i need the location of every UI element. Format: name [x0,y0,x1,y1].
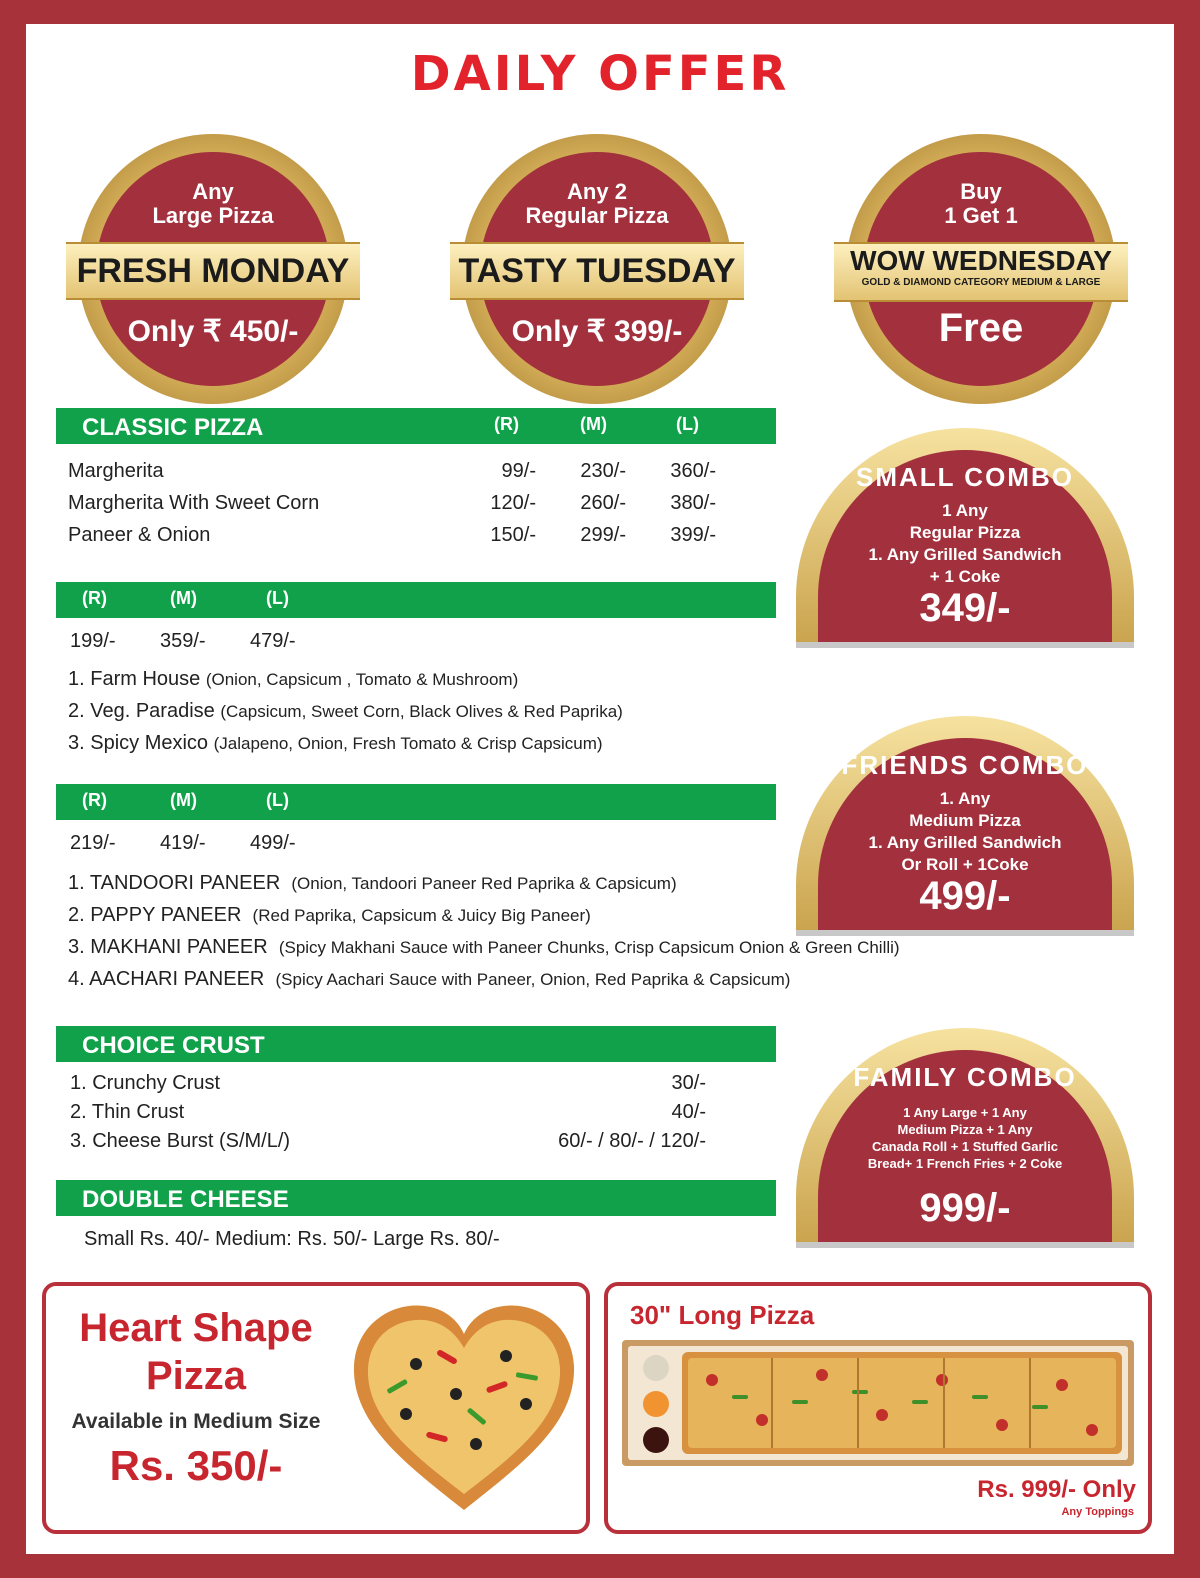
heart-title: Heart Shape Pizza [79,1306,313,1398]
item-name: 1. TANDOORI PANEER [68,872,281,894]
paneer-item [68,872,677,895]
col-regular: (R) [82,790,107,810]
item-desc: (Red Paprika, Capsicum & Juicy Big Paneer) [252,906,591,925]
col-regular: (R) [494,414,519,434]
price-large: 399/- [670,524,716,546]
col-large: (L) [266,588,289,608]
price-medium: 299/- [580,524,626,546]
heart-pizza-image [346,1294,582,1518]
long-pizza-image [622,1340,1134,1466]
item-desc: (Capsicum, Sweet Corn, Black Olives & Red Paprika) [220,702,623,721]
long-note: Any Toppings [1061,1506,1134,1518]
offer-price: Only ₹ 450/- [127,315,299,348]
heart-pizza-box [42,1282,590,1534]
combo-price: 999/- [919,1186,1011,1230]
col-medium: (M) [170,588,197,608]
section-bar-veg [56,582,776,618]
combo-name: FAMILY COMBO [853,1062,1077,1092]
long-title: 30" Long Pizza [630,1300,815,1330]
col-medium: (M) [170,790,197,810]
item-desc: (Spicy Makhani Sauce with Paneer Chunks, Crisp Capsicum Onion & Green Chilli) [278,938,900,957]
item-name: Paneer & Onion [68,524,211,546]
item-desc: (Spicy Aachari Sauce with Paneer, Onion, Red Paprika & Capsicum) [275,970,791,989]
item-name: 2. PAPPY PANEER [68,904,242,926]
price-medium: 260/- [580,492,626,514]
offer-headline: Any Large Pizza [152,179,274,228]
combo-desc: 1 Any Regular Pizza 1. Any Grilled Sandwich + 1 Coke [868,501,1062,586]
price-large: 499/- [250,832,296,854]
offer-ribbon: FRESH MONDAY [66,242,360,300]
section-heading: CHOICE CRUST [82,1032,265,1059]
section-bar-paneer [56,784,776,820]
crust-name: 3. Cheese Burst (S/M/L/) [70,1130,291,1152]
section-bar-crust [56,1026,776,1062]
cheese-prices: Small Rs. 40/- Medium: Rs. 50/- Large Rs. 80/- [84,1228,500,1250]
combo-friends [796,716,1134,936]
item-name: 3. MAKHANI PANEER [68,936,268,958]
paneer-item [68,968,790,991]
combo-shadow [796,642,1134,648]
item-name: 2. Veg. Paradise [68,700,215,722]
offer-ribbon [834,242,1128,302]
combo-shadow [796,1242,1134,1248]
price-regular: 199/- [70,630,116,652]
crust-price: 60/- / 80/- / 120/- [558,1130,706,1152]
crust-price: 30/- [671,1072,706,1094]
veg-item [68,732,603,755]
section-heading: CLASSIC PIZZA [82,414,264,441]
item-desc: (Jalapeno, Onion, Fresh Tomato & Crisp Capsicum) [213,734,603,753]
price-large: 360/- [670,460,716,482]
item-name: 3. Spicy Mexico [68,732,209,754]
item-desc: (Onion, Capsicum , Tomato & Mushroom) [205,670,519,689]
price-large: 479/- [250,630,296,652]
item-desc: (Onion, Tandoori Paneer Red Paprika & Capsicum) [291,874,677,893]
price-regular: 150/- [490,524,536,546]
paneer-item [68,936,900,959]
item-name: 4. AACHARI PANEER [68,968,265,990]
price-regular: 99/- [501,460,536,482]
heart-size: Available in Medium Size [71,1410,321,1433]
combo-desc: 1 Any Large + 1 Any Medium Pizza + 1 Any Canada Roll + 1 Stuffed Garlic Bread+ 1 French Fries + 2 Coke [867,1105,1063,1171]
item-name: 1. Farm House [68,668,201,690]
combo-price: 349/- [919,586,1011,630]
combo-price: 499/- [919,874,1011,918]
col-large: (L) [676,414,699,434]
offer-badge-tuesday [458,134,736,404]
crust-price: 40/- [671,1101,706,1123]
combo-desc: 1. Any Medium Pizza 1. Any Grilled Sandwich Or Roll + 1Coke [868,789,1062,874]
combo-small [796,428,1134,648]
offer-headline: Any 2 Regular Pizza [525,179,669,228]
page-title: DAILY OFFER [410,46,790,102]
col-regular: (R) [82,588,107,608]
offer-price: Free [938,306,1024,350]
offer-badge-monday [78,134,348,404]
section-heading: DOUBLE CHEESE [82,1186,289,1213]
combo-shadow [796,930,1134,936]
price-large: 380/- [670,492,716,514]
section-bar-classic [56,408,776,444]
veg-item [68,668,518,691]
long-price: Rs. 999/- Only [977,1476,1136,1503]
combo-family [796,1028,1134,1248]
price-regular: 120/- [490,492,536,514]
veg-item [68,700,623,723]
offer-headline: Buy 1 Get 1 [944,179,1018,228]
item-name: Margherita With Sweet Corn [68,492,320,514]
offer-price: Only ₹ 399/- [511,315,683,348]
combo-name: FRIENDS COMBO [841,750,1089,780]
menu-page [26,24,1174,1554]
price-medium: 419/- [160,832,206,854]
crust-name: 2. Thin Crust [70,1101,185,1123]
section-bar-cheese [56,1180,776,1216]
offer-ribbon: TASTY TUESDAY [450,242,744,300]
item-name: Margherita [68,460,164,482]
col-medium: (M) [580,414,607,434]
heart-price: Rs. 350/- [109,1442,283,1489]
offer-ribbon-title: WOW WEDNESDAY [850,245,1112,276]
crust-name: 1. Crunchy Crust [70,1072,221,1094]
offer-ribbon-sub: GOLD & DIAMOND CATEGORY MEDIUM & LARGE [861,277,1101,288]
price-medium: 230/- [580,460,626,482]
col-large: (L) [266,790,289,810]
long-pizza-box [604,1282,1152,1534]
price-regular: 219/- [70,832,116,854]
combo-name: SMALL COMBO [856,462,1074,492]
paneer-item [68,904,591,927]
offer-badge-wednesday [846,134,1116,404]
price-medium: 359/- [160,630,206,652]
